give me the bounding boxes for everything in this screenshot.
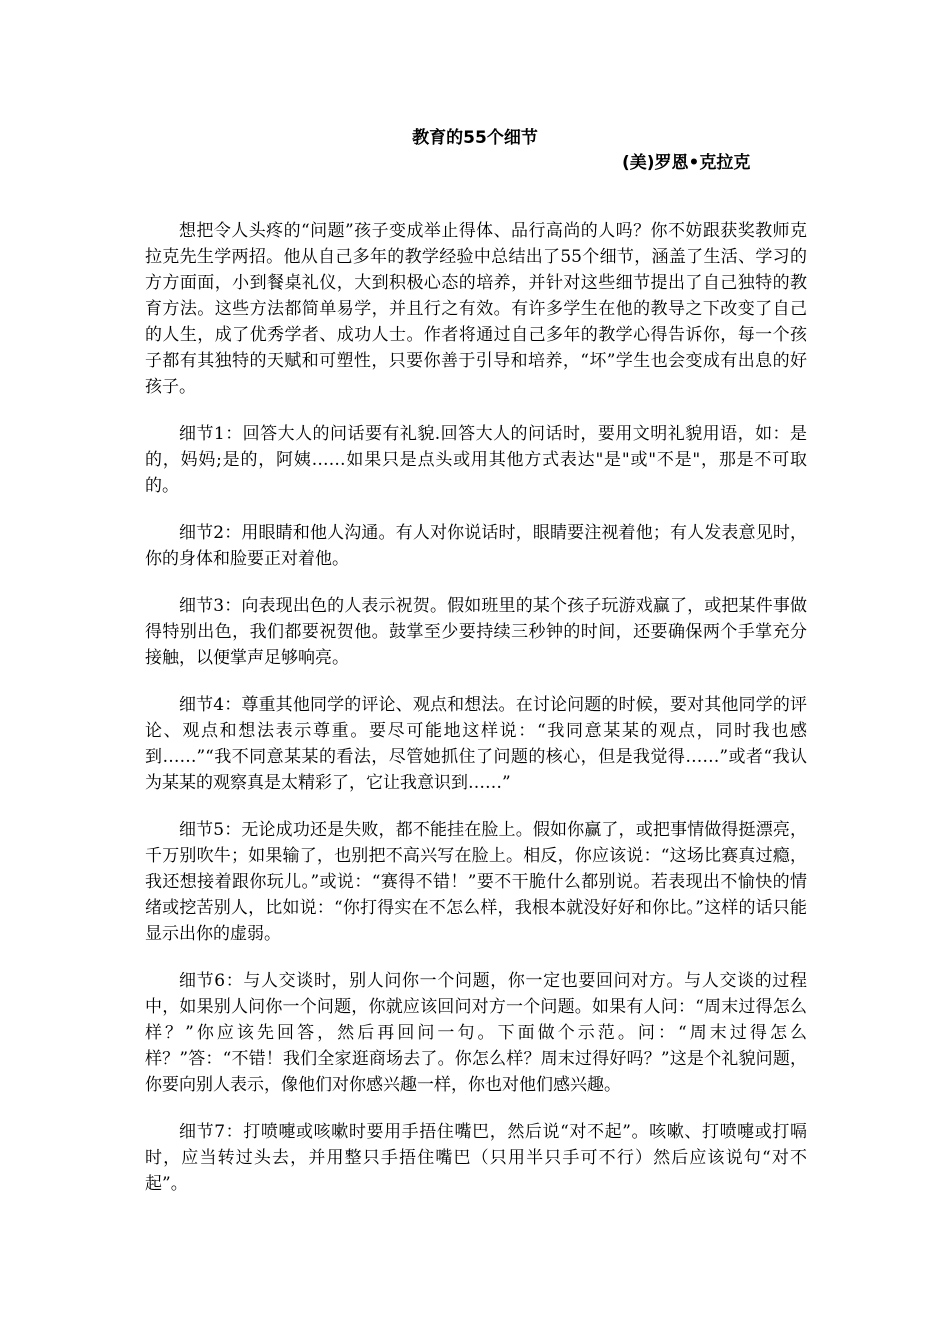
detail-5-paragraph: 细节5：无论成功还是失败，都不能挂在脸上。假如你赢了，或把事情做得挺漂亮，千万别吹牛；如果输了，也别把不高兴写在脸上。相反，你应该说：“这场比赛真过瘾，我还想接着跟你玩儿。”或说：“赛得不错！”要不干脆什么都别说。若表现出不愉快的情绪或挖苦别人，比如说：“你打得实在不怎么样，我根本就没好好和你比。”这样的话只能显示出你的虚弱。: [145, 820, 807, 944]
detail-1-paragraph: 细节1：回答大人的问话要有礼貌.回答大人的问话时，要用文明礼貌用语，如：是的，妈妈;是的，阿姨……如果只是点头或用其他方式表达"是"或"不是"，那是不可取的。: [145, 424, 807, 496]
document-body: [145, 218, 807, 1218]
detail-4-paragraph: 细节4：尊重其他同学的评论、观点和想法。在讨论问题的时候，要对其他同学的评论、观点和想法表示尊重。要尽可能地这样说：“我同意某某的观点，同时我也感到……”“我不同意某某的看法，尽管她抓住了问题的核心，但是我觉得……”或者“我认为某某的观察真是太精彩了，它让我意识到……”: [145, 695, 807, 793]
document-author: (美)罗恩•克拉克: [622, 153, 751, 173]
document-title: 教育的55个细节: [412, 128, 538, 148]
intro-paragraph: 想把令人头疼的“问题”孩子变成举止得体、品行高尚的人吗？你不妨跟获奖教师克拉克先生学两招。他从自己多年的教学经验中总结出了55个细节，涵盖了生活、学习的方方面面，小到餐桌礼仪，大到积极心态的培养，并针对这些细节提出了自己独特的教育方法。这些方法都简单易学，并且行之有效。有许多学生在他的教导之下改变了自己的人生，成了优秀学者、成功人士。作者将通过自己多年的教学心得告诉你，每一个孩子都有其独特的天赋和可塑性，只要你善于引导和培养，“坏”学生也会变成有出息的好孩子。: [145, 221, 807, 397]
detail-7-paragraph: 细节7：打喷嚏或咳嗽时要用手捂住嘴巴，然后说“对不起”。咳嗽、打喷嚏或打嗝时，应当转过头去，并用整只手捂住嘴巴（只用半只手可不行）然后应该说句“对不起”。: [145, 1122, 807, 1194]
detail-6-paragraph: 细节6：与人交谈时，别人问你一个问题，你一定也要回问对方。与人交谈的过程中，如果别人问你一个问题，你就应该回问对方一个问题。如果有人问：“周末过得怎么样？”你应该先回答，然后再回问一句。下面做个示范。问：“周末过得怎么样？”答：“不错！我们全家逛商场去了。你怎么样？周末过得好吗？”这是个礼貌问题，你要向别人表示，像他们对你感兴趣一样，你也对他们感兴趣。: [145, 971, 807, 1095]
detail-2-paragraph: 细节2：用眼睛和他人沟通。有人对你说话时，眼睛要注视着他；有人发表意见时，你的身体和脸要正对着他。: [145, 523, 807, 569]
detail-3-paragraph: 细节3：向表现出色的人表示祝贺。假如班里的某个孩子玩游戏赢了，或把某件事做得特别出色，我们都要祝贺他。鼓掌至少要持续三秒钟的时间，还要确保两个手掌充分接触，以便掌声足够响亮。: [145, 596, 807, 668]
